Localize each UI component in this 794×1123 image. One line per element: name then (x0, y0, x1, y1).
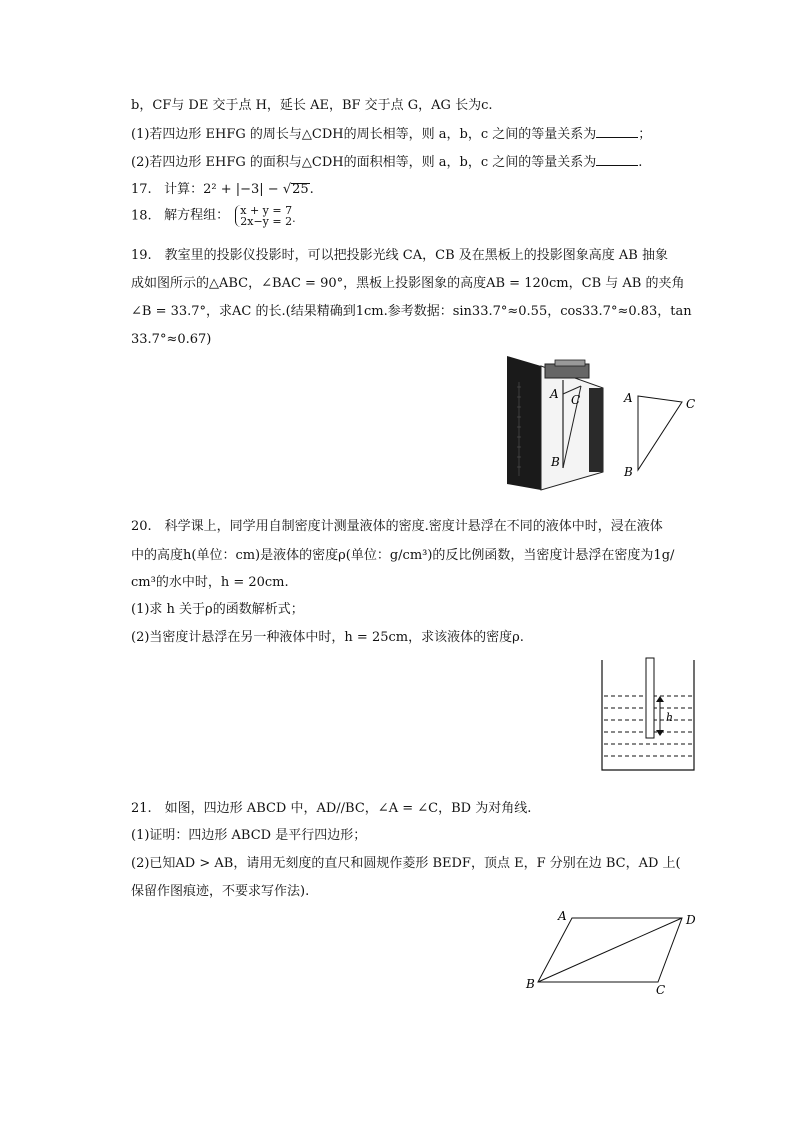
q19-line3: ∠B = 33.7°，求AC 的长.(结果精确到1cm.参考数据：sin33.7°≈0.55，cos33.7°≈0.83，tan (131, 304, 692, 319)
height-label: h (666, 711, 674, 724)
q19-line4: 33.7°≈0.67) (131, 332, 212, 347)
q21-line1: 21. 如图，四边形 ABCD 中，AD//BC，∠A = ∠C，BD 为对角线. (131, 801, 532, 816)
answer-blank-1 (596, 125, 638, 138)
q17-number: 17. (131, 182, 152, 197)
q20-part2: (2)当密度计悬浮在另一种液体中时，h = 25cm，求该液体的密度ρ. (131, 630, 524, 645)
label-c: C (656, 983, 666, 996)
q21-part2-line2: 保留作图痕迹，不要求写作法). (131, 884, 310, 899)
q16-part1-text: (1)若四边形 EHFG 的周长与△CDH的周长相等，则 a，b，c 之间的等量关系为 (131, 127, 597, 142)
blackboard-left-panel (507, 356, 541, 490)
q16-part1-end: ； (638, 127, 652, 142)
q18-eq2: 2x−y = 2· (240, 215, 296, 228)
sqrt-icon: √ (282, 182, 292, 197)
blackboard-right-edge (589, 388, 603, 472)
photo-label-a: A (550, 387, 559, 401)
q17 (131, 181, 314, 199)
q18-text: 解方程组： (164, 208, 230, 223)
answer-blank-2 (596, 153, 638, 166)
q16-line1: b，CF与 DE 交于点 H，延长 AE，BF 交于点 G，AG 长为c. (131, 98, 493, 113)
q20-line3: cm³的水中时，h = 20cm. (131, 575, 289, 590)
parallelogram-abcd-figure (522, 906, 702, 996)
q16-part2 (131, 153, 642, 172)
label-a: A (558, 909, 567, 923)
q16-part1 (131, 125, 651, 144)
q17-sqrt-value: 25 (292, 182, 309, 197)
q21-part2-line1: (2)已知AD > AB，请用无刻度的直尺和圆规作菱形 BEDF，顶点 E，F 分别在边 BC，AD 上( (131, 856, 681, 871)
photo-label-c: C (571, 393, 581, 407)
arrow-up-icon (656, 696, 664, 702)
q19-line2: 成如图所示的△ABC，∠BAC = 90°，黑板上投影图象的高度AB = 120cm，CB 与 AB 的夹角 (131, 276, 685, 291)
q16-part2-end: . (638, 155, 643, 170)
q20-line1: 20. 科学课上，同学用自制密度计测量液体的密度.密度计悬浮在不同的液体中时，浸在液体 (131, 519, 663, 534)
q20-line2: 中的高度h(单位：cm)是液体的密度ρ(单位：g/cm³)的反比例函数，当密度计悬浮在密度为1g/ (131, 548, 675, 563)
triangle-label-c: C (686, 397, 696, 411)
triangle-abc-figure (620, 386, 700, 478)
hydrometer-stick (646, 658, 654, 738)
triangle-label-a: A (624, 391, 633, 405)
q18-number: 18. (131, 208, 152, 224)
photo-label-b: B (551, 455, 560, 469)
hydrometer-figure (596, 656, 700, 776)
diagonal-bd (538, 918, 682, 982)
q19-line1: 19. 教室里的投影仪投影时，可以把投影光线 CA，CB 及在黑板上的投影图象高度 AB 抽象 (131, 248, 668, 263)
q18-eq1: x + y = 7 (240, 204, 293, 217)
equation-system (235, 205, 295, 227)
label-d: D (686, 913, 696, 927)
q18 (131, 205, 296, 227)
arrow-down-icon (656, 730, 664, 736)
triangle-label-b: B (624, 465, 633, 478)
projector-photo-figure (505, 352, 613, 492)
label-b: B (526, 977, 535, 991)
q20-part1: (1)求 h 关于ρ的函数解析式； (131, 602, 304, 617)
q21-part1: (1)证明：四边形 ABCD 是平行四边形； (131, 828, 367, 843)
triangle-abc (638, 396, 682, 470)
q17-text: 计算：2² + |−3| − (164, 182, 283, 197)
q16-part2-text: (2)若四边形 EHFG 的面积与△CDH的面积相等，则 a，b，c 之间的等量关系为 (131, 155, 597, 170)
q17-end: . (309, 182, 314, 197)
